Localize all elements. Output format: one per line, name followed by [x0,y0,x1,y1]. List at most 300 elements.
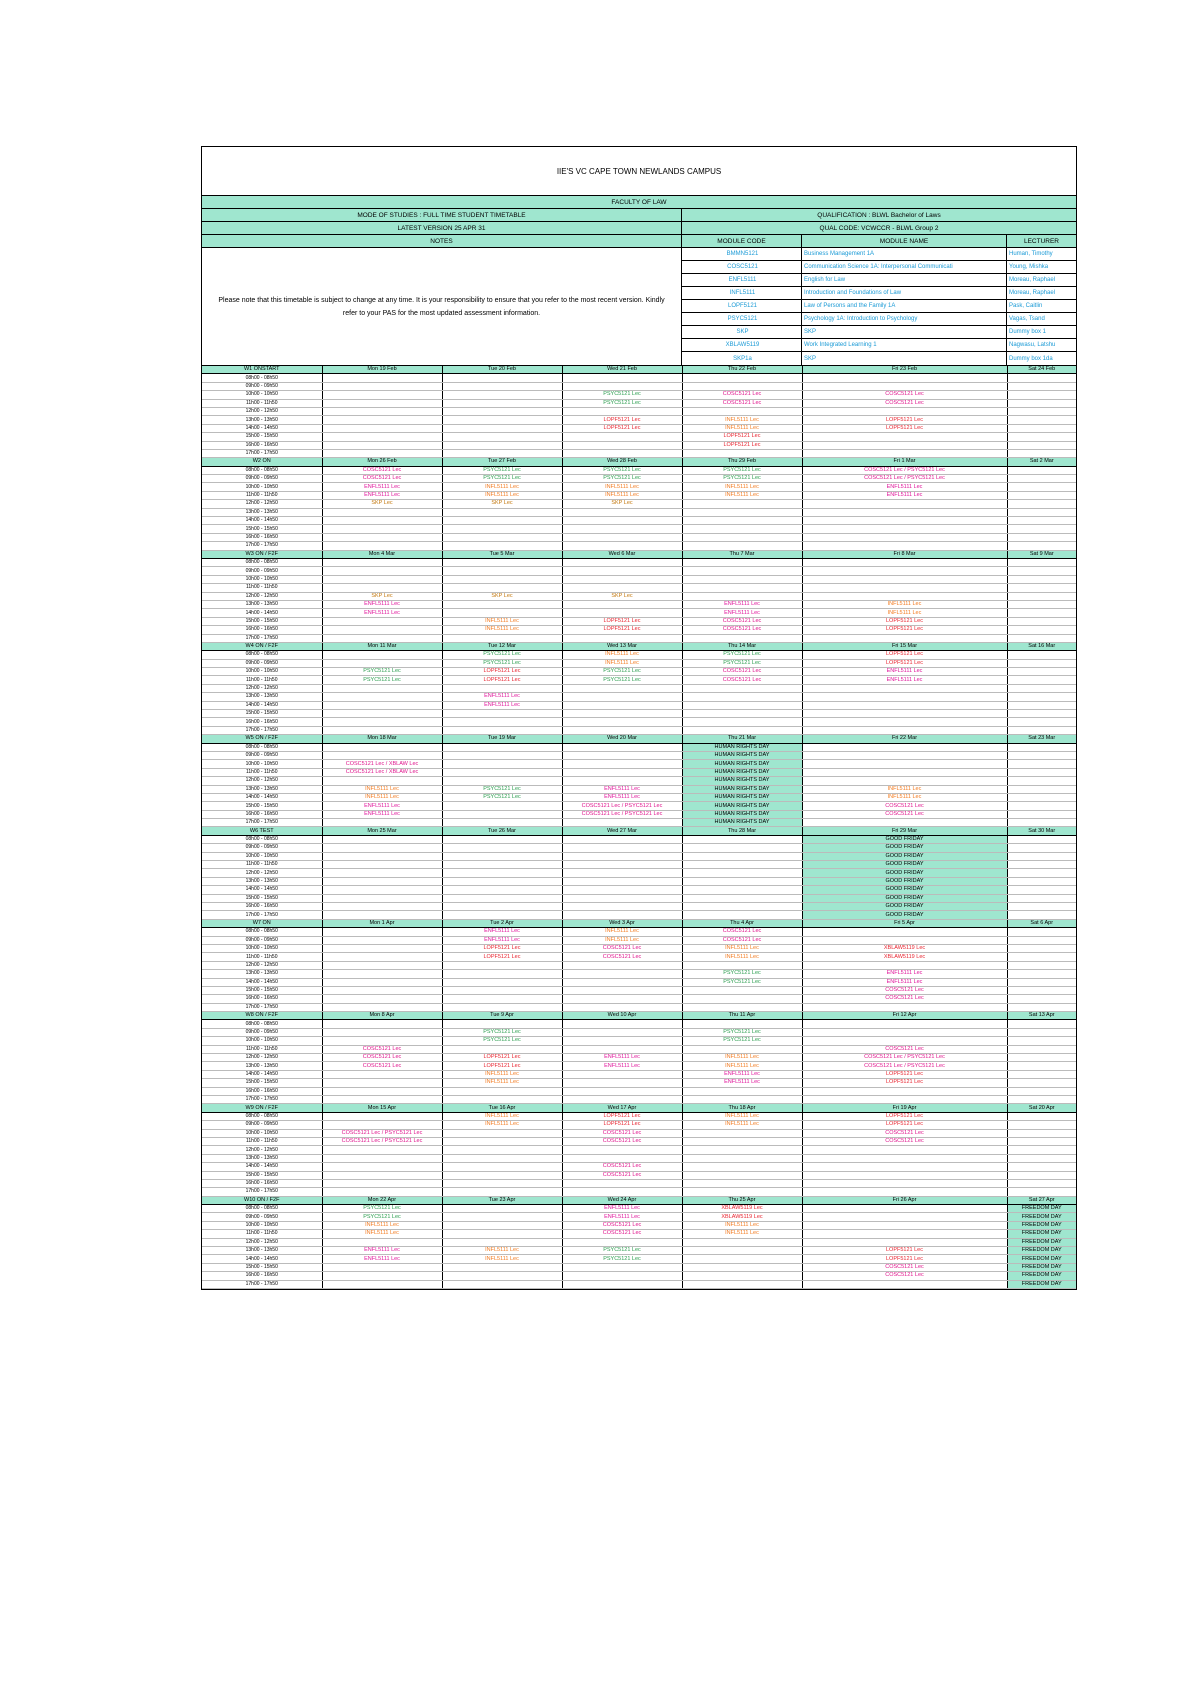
class-slot [1007,659,1076,667]
timeslot-label: 17h00 - 17h50 [202,726,322,734]
class-slot [322,1238,442,1246]
class-slot [1007,1146,1076,1154]
day-header: Fri 19 Apr [802,1104,1007,1112]
class-slot: ENFL5111 Lec [562,1213,682,1221]
timeslot-row [202,1121,1076,1129]
class-slot: COSC5121 Lec [562,953,682,961]
timeslot-row [202,810,1076,818]
class-slot [442,970,562,978]
class-slot [1007,1095,1076,1103]
class-slot [1007,777,1076,785]
class-slot: PSYC5121 Lec [562,466,682,474]
class-slot [1007,1154,1076,1162]
timeslot-row [202,1062,1076,1070]
class-slot: PSYC5121 Lec [442,793,562,801]
class-slot [562,1179,682,1187]
day-header: Thu 25 Apr [682,1196,802,1204]
class-slot [1007,793,1076,801]
class-slot [802,634,1007,642]
timeslot-label: 10h00 - 10h50 [202,944,322,952]
class-slot [1007,592,1076,600]
class-slot [682,710,802,718]
class-slot: COSC5121 Lec [322,1062,442,1070]
class-slot [442,877,562,885]
class-slot [802,1171,1007,1179]
class-slot [682,1272,802,1280]
timeslot-row [202,718,1076,726]
day-header: Wed 3 Apr [562,919,682,927]
class-slot [322,1095,442,1103]
class-slot [442,508,562,516]
class-slot [802,1037,1007,1045]
class-slot [802,449,1007,457]
class-slot [1007,835,1076,843]
class-slot: INFL5111 Lec [682,416,802,424]
class-slot [322,944,442,952]
day-header: Tue 27 Feb [442,458,562,466]
timeslot-row [202,1020,1076,1028]
class-slot [562,869,682,877]
timeslot-row [202,1129,1076,1137]
class-slot [1007,995,1076,1003]
class-slot [802,1020,1007,1028]
class-slot: ENFL5111 Lec [322,802,442,810]
timeslot-row [202,1221,1076,1229]
class-slot: PSYC5121 Lec [322,676,442,684]
class-slot: ENFL5111 Lec [682,600,802,608]
timeslot-label: 12h00 - 12h50 [202,869,322,877]
class-slot [1007,584,1076,592]
class-slot [1007,869,1076,877]
timeslot-label: 10h00 - 10h50 [202,1037,322,1045]
class-slot: LOPF5121 Lec [562,424,682,432]
class-slot [1007,626,1076,634]
day-header: Tue 2 Apr [442,919,562,927]
class-slot [802,441,1007,449]
timeslot-row [202,424,1076,432]
class-slot: ENFL5111 Lec [802,978,1007,986]
day-header: Thu 4 Apr [682,919,802,927]
class-slot: GOOD FRIDAY [802,903,1007,911]
class-slot [1007,1121,1076,1129]
timeslot-row [202,777,1076,785]
class-slot: COSC5121 Lec / PSYC5121 Lec [802,1062,1007,1070]
class-slot [562,433,682,441]
class-slot [322,852,442,860]
class-slot [682,1247,802,1255]
timeslot-row [202,1112,1076,1120]
class-slot: INFL5111 Lec [442,483,562,491]
day-header: Wed 10 Apr [562,1012,682,1020]
class-slot [442,710,562,718]
timeslot-row [202,693,1076,701]
class-slot [322,1079,442,1087]
class-slot [562,1263,682,1271]
class-slot [562,525,682,533]
class-slot [562,1146,682,1154]
timeslot-label: 11h00 - 11h50 [202,676,322,684]
timeslot-label: 12h00 - 12h50 [202,961,322,969]
class-slot: INFL5111 Lec [562,659,682,667]
class-slot [1007,441,1076,449]
timeslot-label: 10h00 - 10h50 [202,1129,322,1137]
class-slot [682,852,802,860]
class-slot: INFL5111 Lec [682,1112,802,1120]
class-slot [562,1028,682,1036]
class-slot: XBLAW5119 Lec [682,1205,802,1213]
day-header: Fri 5 Apr [802,919,1007,927]
class-slot: COSC5121 Lec [802,810,1007,818]
class-slot [442,903,562,911]
class-slot: LOPF5121 Lec [802,1112,1007,1120]
class-slot [322,651,442,659]
timeslot-row [202,1255,1076,1263]
timeslot-label: 11h00 - 11h50 [202,768,322,776]
faculty-row [202,196,1076,209]
class-slot [322,525,442,533]
class-slot [442,869,562,877]
class-slot [1007,1137,1076,1145]
module-header-row [682,235,1076,248]
day-header: Tue 23 Apr [442,1196,562,1204]
timeslot-label: 12h00 - 12h50 [202,592,322,600]
class-slot: SKP Lec [322,592,442,600]
class-slot [682,575,802,583]
class-slot: PSYC5121 Lec [682,1028,802,1036]
class-slot [1007,517,1076,525]
timeslot-label: 13h00 - 13h50 [202,970,322,978]
class-slot [682,542,802,550]
class-slot: HUMAN RIGHTS DAY [682,819,802,827]
class-slot: COSC5121 Lec [682,668,802,676]
class-slot [1007,668,1076,676]
class-slot [442,1221,562,1229]
mode-row [202,209,1076,222]
class-slot: INFL5111 Lec [682,483,802,491]
timeslot-label: 08h00 - 08h50 [202,374,322,382]
class-slot: PSYC5121 Lec [682,659,802,667]
timeslot-row [202,391,1076,399]
class-slot: ENFL5111 Lec [562,1205,682,1213]
class-slot [322,961,442,969]
timeslot-label: 17h00 - 17h50 [202,1003,322,1011]
class-slot [1007,961,1076,969]
class-slot [442,1230,562,1238]
timeslot-label: 09h00 - 09h50 [202,475,322,483]
class-slot [442,542,562,550]
class-slot [322,533,442,541]
class-slot [1007,533,1076,541]
class-slot: GOOD FRIDAY [802,894,1007,902]
class-slot: INFL5111 Lec [682,953,802,961]
day-header: Tue 16 Apr [442,1104,562,1112]
timeslot-row [202,475,1076,483]
class-slot [802,584,1007,592]
timeslot-row [202,575,1076,583]
class-slot [322,441,442,449]
module-code: XBLAW5119 [682,339,802,351]
timeslot-row [202,835,1076,843]
class-slot: ENFL5111 Lec [802,676,1007,684]
class-slot [442,424,562,432]
timeslot-row [202,382,1076,390]
class-slot: PSYC5121 Lec [322,1213,442,1221]
timeslot-row [202,634,1076,642]
timeslot-label: 16h00 - 16h50 [202,1272,322,1280]
module-name: Communication Science 1A: Interpersonal Communicati [802,261,1007,273]
class-slot [442,1129,562,1137]
class-slot [682,986,802,994]
class-slot [322,558,442,566]
class-slot [562,382,682,390]
timeslot-label: 12h00 - 12h50 [202,1238,322,1246]
class-slot [682,558,802,566]
timeslot-row [202,659,1076,667]
module-lecturer: Nagwasu, Latshu [1009,342,1056,348]
module-name: SKP [802,326,1007,338]
class-slot [322,374,442,382]
class-slot [322,433,442,441]
class-slot [562,835,682,843]
timeslot-label: 17h00 - 17h50 [202,542,322,550]
class-slot: PSYC5121 Lec [322,1205,442,1213]
day-header: Fri 29 Mar [802,827,1007,835]
timeslot-row [202,760,1076,768]
class-slot [1007,449,1076,457]
class-slot [802,525,1007,533]
class-slot [1007,508,1076,516]
class-slot: INFL5111 Lec [562,651,682,659]
class-slot: COSC5121 Lec / PSYC5121 Lec [322,1129,442,1137]
class-slot [682,701,802,709]
class-slot: COSC5121 Lec [802,986,1007,994]
class-slot: INFL5111 Lec [682,1062,802,1070]
class-slot [682,449,802,457]
class-slot [1007,1163,1076,1171]
class-slot [682,1280,802,1288]
class-slot [562,634,682,642]
class-slot [442,391,562,399]
class-slot [442,416,562,424]
class-slot [682,500,802,508]
timeslot-row [202,903,1076,911]
class-slot [802,1146,1007,1154]
class-slot [442,894,562,902]
class-slot [442,525,562,533]
class-slot: PSYC5121 Lec [442,651,562,659]
class-slot [442,777,562,785]
timeslot-label: 14h00 - 14h50 [202,793,322,801]
class-slot [322,1179,442,1187]
class-slot [802,407,1007,415]
class-slot: ENFL5111 Lec [322,1247,442,1255]
class-slot [682,1154,802,1162]
class-slot [562,877,682,885]
class-slot [682,718,802,726]
class-slot: PSYC5121 Lec [682,466,802,474]
class-slot [442,1146,562,1154]
class-slot [562,542,682,550]
day-header: Sat 27 Apr [1007,1196,1076,1204]
class-slot: COSC5121 Lec / PSYC5121 Lec [562,810,682,818]
class-slot [322,1272,442,1280]
timeslot-label: 10h00 - 10h50 [202,852,322,860]
class-slot: COSC5121 Lec [802,995,1007,1003]
class-slot: COSC5121 Lec [682,617,802,625]
class-slot [1007,374,1076,382]
module-row [682,261,1076,274]
timeslot-row [202,1087,1076,1095]
class-slot [442,1263,562,1271]
day-header: Sat 23 Mar [1007,735,1076,743]
timetable-sheet [201,146,1077,1290]
timeslot-row [202,1280,1076,1288]
timeslot-label: 14h00 - 14h50 [202,701,322,709]
class-slot [442,1163,562,1171]
timeslot-label: 16h00 - 16h50 [202,626,322,634]
timeslot-label: 10h00 - 10h50 [202,1221,322,1229]
timeslot-row [202,877,1076,885]
timeslot-label: 11h00 - 11h50 [202,861,322,869]
class-slot [802,751,1007,759]
module-lecturer: Young, Mishka [1009,264,1049,270]
class-slot: PSYC5121 Lec [682,1037,802,1045]
class-slot [442,1137,562,1145]
class-slot: FREEDOM DAY [1007,1213,1076,1221]
timeslot-label: 09h00 - 09h50 [202,1028,322,1036]
class-slot [442,1205,562,1213]
timeslot-label: 08h00 - 08h50 [202,466,322,474]
class-slot: ENFL5111 Lec [322,810,442,818]
notes-panel [202,235,682,365]
class-slot [1007,718,1076,726]
timeslot-label: 14h00 - 14h50 [202,424,322,432]
week-header-row [202,1196,1076,1204]
class-slot [322,1003,442,1011]
timeslot-label: 08h00 - 08h50 [202,558,322,566]
module-name: English for Law [802,274,1007,286]
class-slot: HUMAN RIGHTS DAY [682,785,802,793]
class-slot [322,953,442,961]
class-slot [1007,911,1076,919]
class-slot: PSYC5121 Lec [442,1037,562,1045]
day-header: Sat 6 Apr [1007,919,1076,927]
class-slot: PSYC5121 Lec [562,1255,682,1263]
timeslot-row [202,1272,1076,1280]
class-slot [322,751,442,759]
class-slot [1007,1028,1076,1036]
timeslot-label: 16h00 - 16h50 [202,995,322,1003]
week-label: W1 ONSTART [202,366,322,374]
class-slot: HUMAN RIGHTS DAY [682,793,802,801]
qual-code-label: QUAL CODE: VCWCCR - BLWL Group 2 [819,224,939,232]
class-slot [802,558,1007,566]
class-slot [562,961,682,969]
timeslot-label: 11h00 - 11h50 [202,1137,322,1145]
timeslot-label: 17h00 - 17h50 [202,634,322,642]
class-slot [802,1087,1007,1095]
week-label: W2 ON [202,458,322,466]
class-slot: SKP Lec [442,592,562,600]
module-code: LOPF5121 [682,300,802,312]
class-slot [682,382,802,390]
timeslot-row [202,600,1076,608]
week-header-row [202,550,1076,558]
timeslot-label: 17h00 - 17h50 [202,1188,322,1196]
class-slot [562,1154,682,1162]
timeslot-row [202,533,1076,541]
class-slot [562,819,682,827]
class-slot [322,978,442,986]
class-slot [442,1020,562,1028]
timeslot-row [202,1037,1076,1045]
class-slot [322,1188,442,1196]
class-slot [322,911,442,919]
class-slot [442,718,562,726]
class-slot: HUMAN RIGHTS DAY [682,743,802,751]
day-header: Sat 24 Feb [1007,366,1076,374]
campus-title: IIE'S VC CAPE TOWN NEWLANDS CAMPUS [202,147,1076,196]
class-slot [1007,1112,1076,1120]
class-slot [682,533,802,541]
class-slot: COSC5121 Lec [562,1221,682,1229]
timeslot-row [202,1230,1076,1238]
class-slot: XBLAW5119 Lec [682,1213,802,1221]
class-slot: INFL5111 Lec [682,944,802,952]
class-slot: HUMAN RIGHTS DAY [682,810,802,818]
module-name: Psychology 1A: Introduction to Psychology [802,313,1007,325]
timeslot-label: 17h00 - 17h50 [202,1095,322,1103]
class-slot [682,869,802,877]
day-header: Tue 19 Mar [442,735,562,743]
module-name: Introduction and Foundations of Law [802,287,1007,299]
class-slot: HUMAN RIGHTS DAY [682,768,802,776]
class-slot [802,1188,1007,1196]
week-label: W9 ON / F2F [202,1104,322,1112]
timeslot-label: 15h00 - 15h50 [202,802,322,810]
module-code: SKP1a [682,352,802,365]
class-slot: INFL5111 Lec [442,1070,562,1078]
class-slot [442,743,562,751]
class-slot [442,911,562,919]
class-slot [322,844,442,852]
timeslot-label: 14h00 - 14h50 [202,1070,322,1078]
class-slot [1007,894,1076,902]
timeslot-row [202,1263,1076,1271]
class-slot [682,517,802,525]
timeslot-label: 09h00 - 09h50 [202,382,322,390]
day-header: Tue 9 Apr [442,1012,562,1020]
day-header: Wed 13 Mar [562,642,682,650]
timeslot-label: 15h00 - 15h50 [202,1263,322,1271]
class-slot [682,1263,802,1271]
timeslot-row [202,1146,1076,1154]
class-slot [322,449,442,457]
class-slot [802,1213,1007,1221]
class-slot: COSC5121 Lec [562,944,682,952]
class-slot [562,1079,682,1087]
class-slot [322,626,442,634]
timeslot-label: 08h00 - 08h50 [202,651,322,659]
class-slot: COSC5121 Lec [802,1045,1007,1053]
timeslot-row [202,1238,1076,1246]
class-slot [442,1188,562,1196]
class-slot [322,894,442,902]
module-lecturer: Dummy box 1da [1009,355,1053,362]
class-slot [1007,1037,1076,1045]
timeslot-row [202,953,1076,961]
class-slot: INFL5111 Lec [322,1230,442,1238]
